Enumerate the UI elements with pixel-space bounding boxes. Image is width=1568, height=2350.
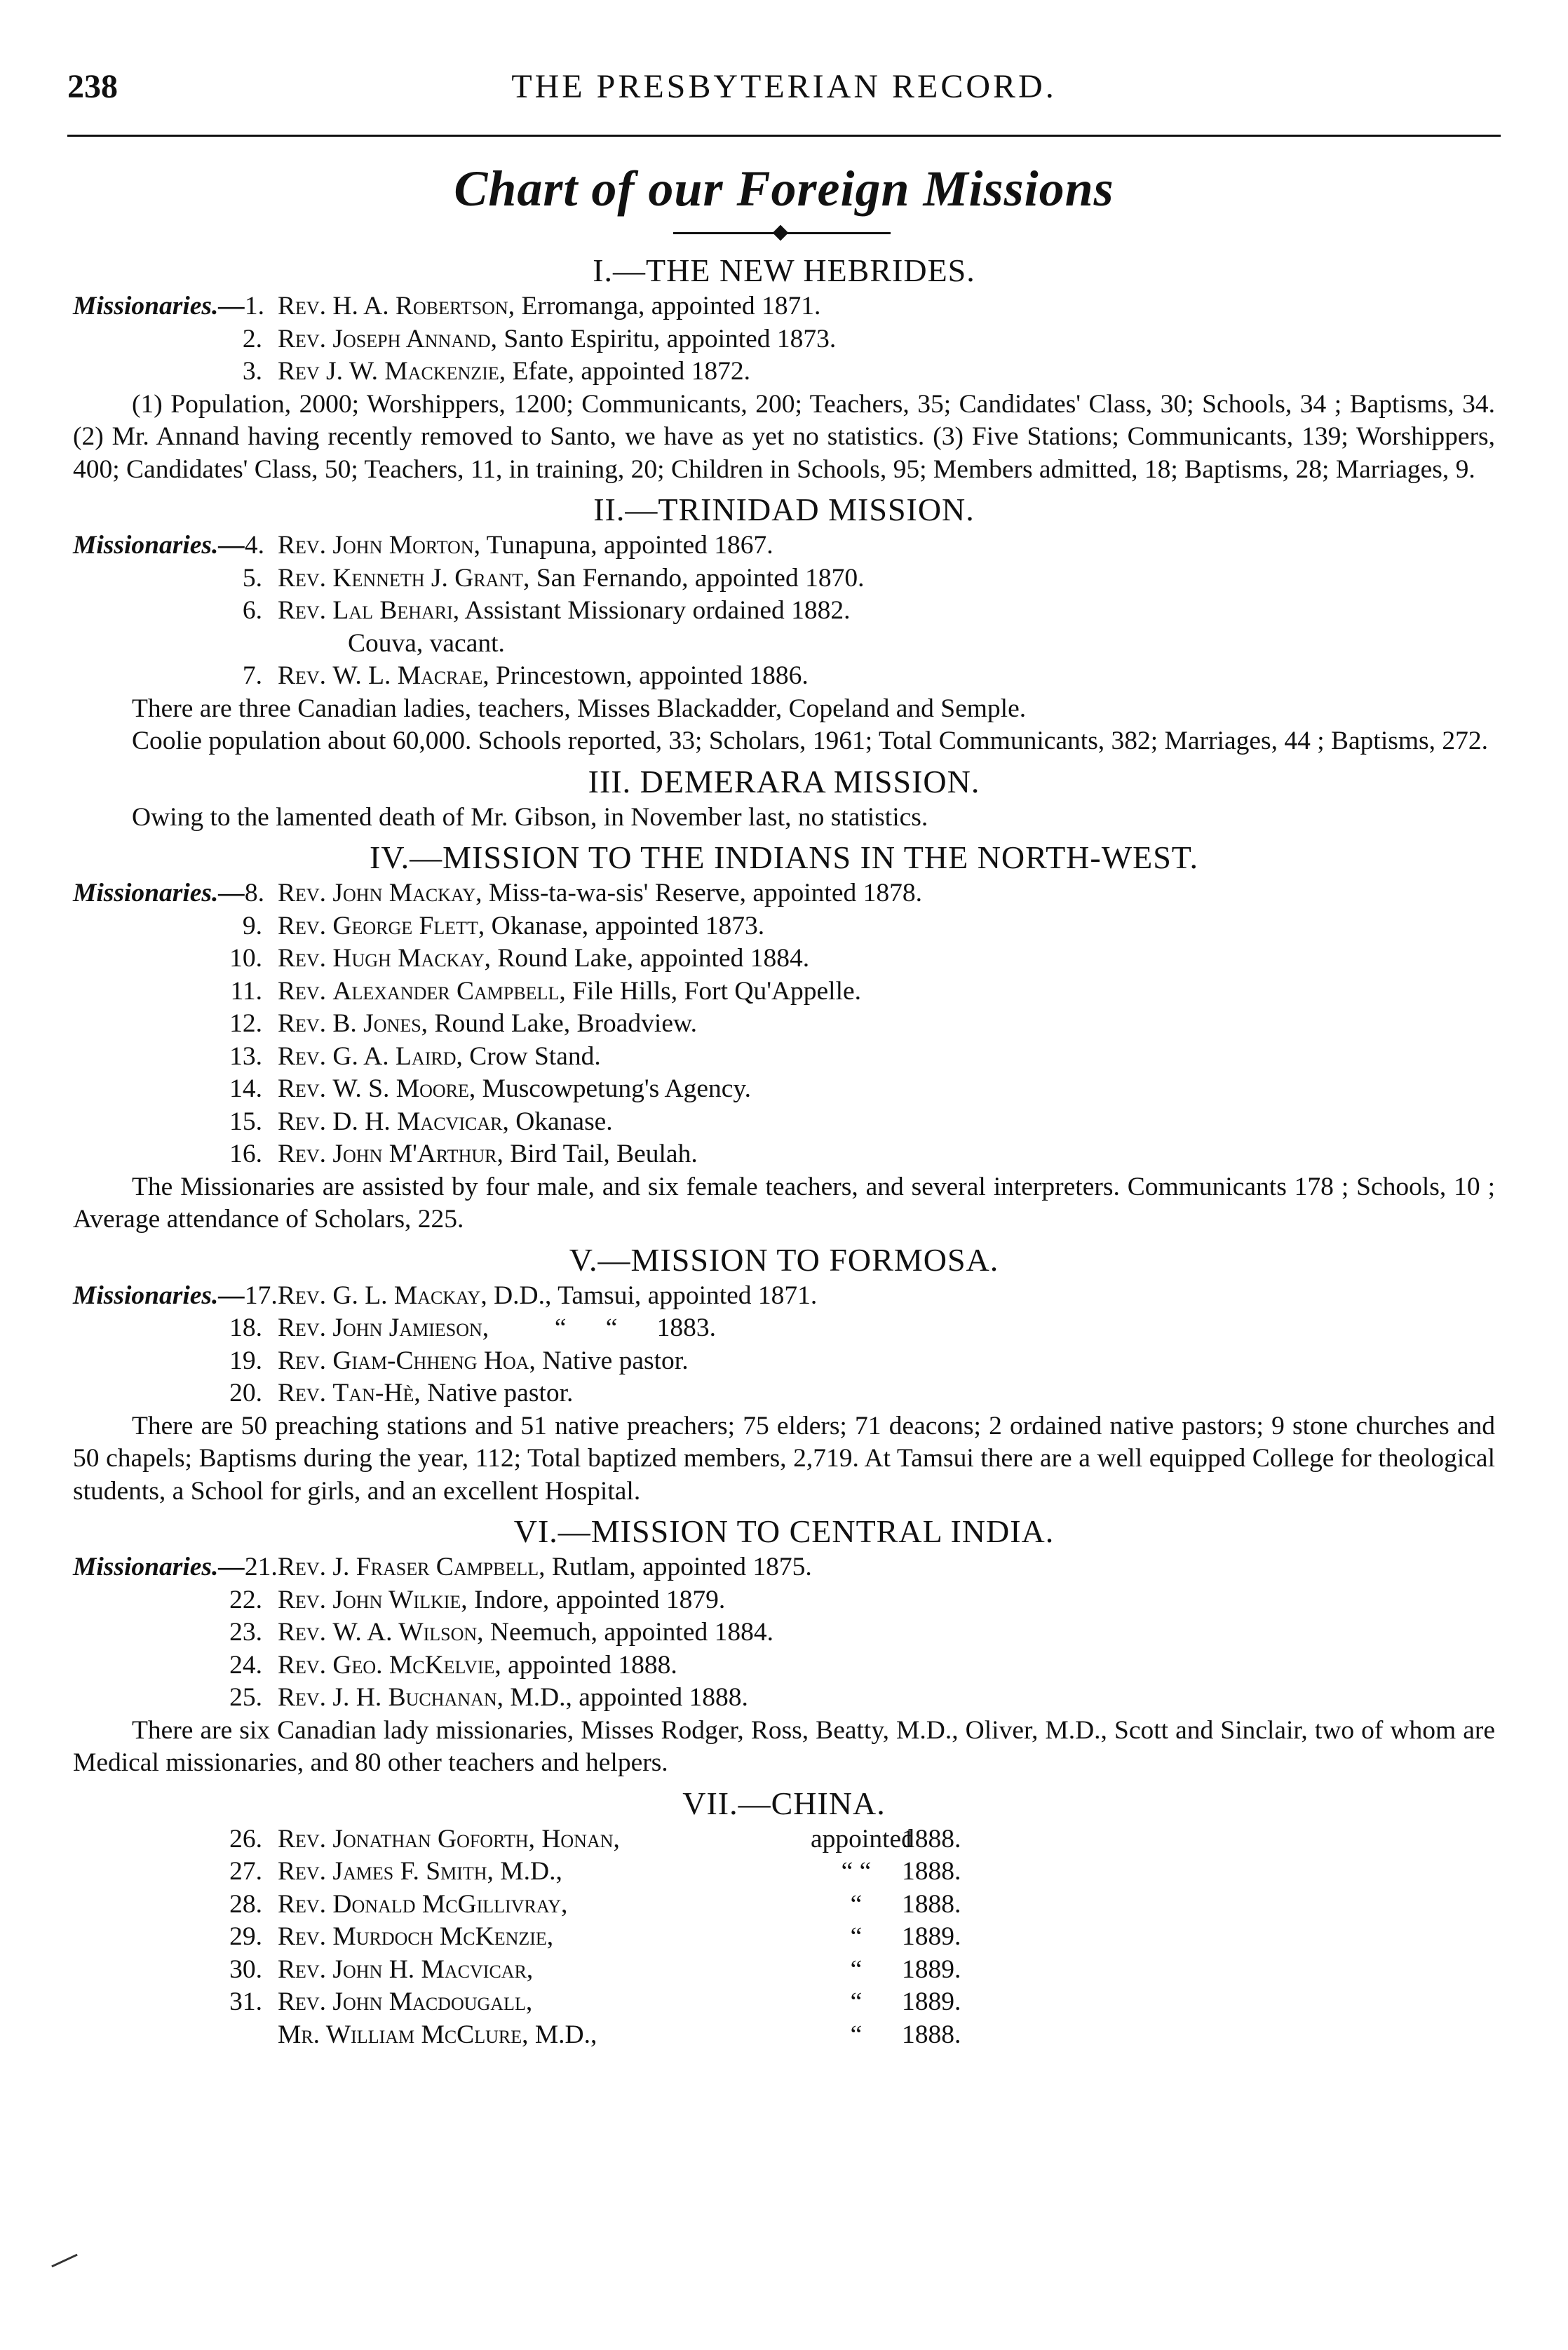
title-rev: Rev. bbox=[278, 531, 327, 560]
title-rev: Rev. bbox=[278, 1683, 327, 1712]
missionary-detail: San Fernando, appointed 1870. bbox=[536, 563, 865, 593]
missionary-row bbox=[73, 562, 1495, 595]
vacant-station: Couva, vacant. bbox=[348, 628, 505, 658]
missionary-detail: Round Lake, Broadview. bbox=[434, 1009, 697, 1038]
title-rev: Rev. bbox=[278, 1140, 327, 1168]
missionary-name: John Morton, bbox=[332, 531, 480, 560]
missionary-row bbox=[73, 1106, 1495, 1139]
item-number: 20. bbox=[229, 1379, 262, 1407]
ditto-mark: “ bbox=[850, 1922, 863, 1951]
missionary-detail: Efate, appointed 1872. bbox=[512, 357, 750, 386]
missionary-name: W. A. Wilson, bbox=[332, 1618, 484, 1647]
missionary-detail: D.D., Tamsui, appointed 1871. bbox=[494, 1281, 818, 1310]
section-heading: IV.—MISSION TO THE INDIANS IN THE NORTH-WEST. bbox=[370, 839, 1198, 875]
missionary-name: D. H. Macvicar, bbox=[332, 1107, 509, 1136]
missionary-detail: Santo Espiritu, appointed 1873. bbox=[503, 324, 837, 353]
statistics-paragraph: Owing to the lamented death of Mr. Gibson, in November last, no statistics. bbox=[132, 802, 928, 832]
missionary-name: Hugh Mackay, bbox=[332, 944, 491, 973]
statistics-paragraph: Coolie population about 60,000. Schools reported, 33; Scholars, 1961; Total Communicants, 382; Marriages, 44 ; Baptisms, 272. bbox=[132, 727, 1488, 755]
missionary-name: J. W. Mackenzie, bbox=[326, 357, 506, 386]
missionary-row bbox=[73, 1008, 1495, 1041]
missionary-row bbox=[73, 910, 1495, 943]
item-number: 11. bbox=[230, 976, 262, 1006]
missionary-detail: Neemuch, appointed 1884. bbox=[489, 1618, 773, 1647]
missionary-name: Joseph Annand, bbox=[332, 324, 498, 353]
missionary-row bbox=[73, 595, 1495, 628]
missionary-list bbox=[73, 877, 1495, 1171]
missionary-name: G. L. Mackay, bbox=[332, 1281, 487, 1310]
item-number: 30. bbox=[229, 1954, 262, 1984]
item-number: 15. bbox=[229, 1107, 262, 1136]
title-rev: Rev. bbox=[278, 324, 327, 353]
missionary-list bbox=[73, 1280, 1495, 1410]
appointment-year: 1888. bbox=[902, 1857, 961, 1886]
title-rev: Rev. bbox=[278, 944, 327, 973]
section-heading: V.—MISSION TO FORMOSA. bbox=[569, 1241, 999, 1278]
missionary-detail: Erromanga, appointed 1871. bbox=[521, 292, 821, 320]
appointment-year: 1889. bbox=[902, 1922, 961, 1951]
missionary-name: Rev. James F. Smith, M.D., bbox=[278, 1857, 562, 1886]
article-body bbox=[73, 247, 1495, 2051]
item-number bbox=[73, 2019, 278, 2052]
item-number: 10. bbox=[229, 944, 262, 973]
missionary-name: W. L. Macrae, bbox=[332, 661, 489, 690]
ditto-mark: “ “ bbox=[841, 1857, 872, 1886]
item-number: 28. bbox=[229, 1889, 262, 1919]
missionary-name: John Mackay, bbox=[332, 879, 482, 907]
missionary-name: Alexander Campbell, bbox=[332, 976, 566, 1006]
title-rev: Rev. bbox=[278, 1379, 327, 1407]
missionary-row bbox=[73, 1823, 1495, 1856]
missionary-row bbox=[73, 1584, 1495, 1617]
title-rev: Rev bbox=[278, 357, 320, 386]
missionary-detail: Bird Tail, Beulah. bbox=[510, 1140, 698, 1168]
missionary-detail: M.D., appointed 1888. bbox=[510, 1683, 748, 1712]
appointment-year: 1888. bbox=[902, 1824, 961, 1853]
item-number: 7. bbox=[242, 661, 262, 690]
missionary-name: John Jamieson, bbox=[332, 1314, 489, 1342]
section-heading: II.—TRINIDAD MISSION. bbox=[593, 492, 975, 527]
title-rev: Rev. bbox=[278, 1585, 327, 1614]
title-rev: Rev. bbox=[278, 1553, 327, 1581]
statistics-paragraph: There are six Canadian lady missionaries, Misses Rodger, Ross, Beatty, M.D., Oliver, M.D., Scott and Sinclair, two of whom are Medical missionaries, and 80 other teachers and helpers. bbox=[73, 1715, 1495, 1777]
title-rev: Rev. bbox=[278, 1618, 327, 1647]
ditto-mark: appointed bbox=[811, 1824, 914, 1853]
missionary-name: Rev. John H. Macvicar, bbox=[278, 1954, 534, 1984]
missionary-detail: Round Lake, appointed 1884. bbox=[497, 944, 810, 973]
missionary-list bbox=[73, 1551, 1495, 1715]
appointment-year: 1889. bbox=[902, 1987, 961, 2016]
appointment-year: 1889. bbox=[902, 1954, 961, 1984]
missionary-row bbox=[73, 1138, 1495, 1171]
missionary-row bbox=[73, 1954, 1495, 1987]
item-number: 3. bbox=[242, 357, 262, 386]
section-heading: VI.—MISSION TO CENTRAL INDIA. bbox=[513, 1513, 1055, 1549]
missionary-row bbox=[73, 1041, 1495, 1074]
missionary-row bbox=[73, 529, 1495, 562]
missionary-row bbox=[73, 1986, 1495, 2019]
missionary-detail: Rutlam, appointed 1875. bbox=[551, 1553, 812, 1581]
title-rev: Rev. bbox=[278, 1314, 327, 1342]
missionary-name: Geo. McKelvie, bbox=[332, 1650, 501, 1680]
missionary-name: J. Fraser Campbell, bbox=[332, 1553, 546, 1581]
missionary-row bbox=[73, 877, 1495, 910]
missionary-detail: File Hills, Fort Qu'Appelle. bbox=[572, 976, 862, 1006]
page-title: Chart of our Foreign Missions bbox=[454, 161, 1114, 217]
missionary-name: Lal Behari, bbox=[332, 596, 460, 625]
missionary-row bbox=[73, 1889, 1495, 1922]
missionary-row bbox=[73, 1921, 1495, 1954]
missionaries-label: Missionaries.— bbox=[73, 879, 245, 907]
item-number: 16. bbox=[229, 1140, 262, 1168]
item-number: 1. bbox=[244, 292, 264, 320]
statistics-paragraph: The Missionaries are assisted by four male, and six female teachers, and several interpreters. Communicants 178 ; Schools, 10 ; Average attendance of Scholars, 225. bbox=[73, 1172, 1495, 1234]
title-ornament bbox=[673, 230, 891, 236]
missionaries-label: Missionaries.— bbox=[73, 1281, 245, 1310]
ditto-mark: “ bbox=[850, 2020, 863, 2049]
title-rev: Rev. bbox=[278, 1281, 327, 1310]
missionary-detail: Indore, appointed 1879. bbox=[474, 1585, 726, 1614]
running-title: THE PRESBYTERIAN RECORD. bbox=[511, 68, 1057, 105]
title-rev: Rev. bbox=[278, 563, 327, 593]
title-rev: Rev. bbox=[278, 879, 327, 907]
missionary-name: Rev. Murdoch McKenzie, bbox=[278, 1922, 554, 1951]
item-number: 26. bbox=[229, 1824, 262, 1853]
header-rule bbox=[67, 135, 1501, 137]
statistics-paragraph: There are three Canadian ladies, teachers, Misses Blackadder, Copeland and Semple. bbox=[132, 694, 1027, 723]
missionary-list bbox=[73, 290, 1495, 389]
item-number: 8. bbox=[244, 879, 264, 907]
item-number: 18. bbox=[229, 1314, 262, 1342]
missionary-row bbox=[73, 1312, 1495, 1345]
title-rev: Rev. bbox=[278, 661, 327, 690]
item-number: 6. bbox=[242, 596, 262, 625]
missionary-name: J. H. Buchanan, bbox=[332, 1683, 503, 1712]
item-number: 13. bbox=[229, 1041, 262, 1071]
title-rev: Rev. bbox=[278, 1009, 327, 1038]
missionary-row bbox=[73, 290, 1495, 323]
missionary-row bbox=[73, 323, 1495, 356]
statistics-paragraph: (1) Population, 2000; Worshippers, 1200; Communicants, 200; Teachers, 35; Candidates' Class, 30; Schools, 34 ; Baptisms, 34. (2) Mr. Annand having recently removed to Santo, we have as yet no statistics. (3) Five Stations; Communicants, 139; Worshippers, 400; Candidates' Class, 50; Teachers, 11, in training, 20; Children in Schools, 95; Members admitted, 18; Baptisms, 28; Marriages, 9. bbox=[73, 389, 1495, 484]
missionaries-label: Missionaries.— bbox=[73, 292, 245, 320]
missionary-name: Rev. Donald McGillivray, bbox=[278, 1889, 568, 1919]
missionary-name: Rev. John Macdougall, bbox=[278, 1987, 533, 2016]
item-number: 21. bbox=[244, 1553, 278, 1581]
missionary-row bbox=[73, 356, 1495, 389]
appointment-year: 1888. bbox=[902, 1889, 961, 1919]
missionary-detail: Miss-ta-wa-sis' Reserve, appointed 1878. bbox=[488, 879, 922, 907]
missionary-detail: Okanase. bbox=[515, 1107, 613, 1136]
ditto-mark: “ bbox=[850, 1954, 863, 1984]
missionary-detail: Tunapuna, appointed 1867. bbox=[486, 531, 773, 560]
missionary-list bbox=[73, 529, 1495, 693]
title-rev: Rev. bbox=[278, 1650, 327, 1680]
appointment-year: 1888. bbox=[902, 2020, 961, 2049]
item-number: 29. bbox=[229, 1922, 262, 1951]
missionary-name: G. A. Laird, bbox=[332, 1041, 463, 1071]
missionary-detail: Native pastor. bbox=[542, 1346, 689, 1375]
missionary-row bbox=[73, 2019, 1495, 2052]
missionary-row bbox=[73, 1649, 1495, 1682]
missionary-name: John M'Arthur, bbox=[332, 1140, 503, 1168]
missionary-row bbox=[73, 1345, 1495, 1378]
missionary-row bbox=[73, 1551, 1495, 1584]
missionary-detail: “ “ 1883. bbox=[554, 1314, 717, 1342]
item-number: 25. bbox=[229, 1683, 262, 1712]
missionary-row bbox=[73, 975, 1495, 1008]
item-number: 17. bbox=[244, 1281, 278, 1310]
missionary-detail: Crow Stand. bbox=[469, 1041, 601, 1071]
item-number: 2. bbox=[242, 324, 262, 353]
title-rev: Rev. bbox=[278, 1074, 327, 1103]
item-number: 12. bbox=[229, 1009, 262, 1038]
missionary-row bbox=[73, 1616, 1495, 1649]
missionary-name: W. S. Moore, bbox=[332, 1074, 476, 1103]
missionaries-label: Missionaries.— bbox=[73, 1553, 245, 1581]
missionary-name: Giam-Chheng Hoa, bbox=[332, 1346, 536, 1375]
missionary-name: B. Jones, bbox=[332, 1009, 428, 1038]
missionary-detail: Muscowpetung's Agency. bbox=[482, 1074, 752, 1103]
missionary-name: H. A. Robertson, bbox=[332, 292, 515, 320]
item-number: 23. bbox=[229, 1618, 262, 1647]
missionary-name: John Wilkie, bbox=[332, 1585, 468, 1614]
missionary-row bbox=[73, 1377, 1495, 1410]
missionary-row bbox=[73, 1856, 1495, 1889]
missionary-row bbox=[73, 943, 1495, 975]
section-heading: I.—THE NEW HEBRIDES. bbox=[593, 252, 975, 288]
item-number: 19. bbox=[229, 1346, 262, 1375]
missionary-detail: Native pastor. bbox=[427, 1379, 574, 1407]
missionary-name: Mr. William McClure, M.D., bbox=[278, 2020, 597, 2049]
missionary-row bbox=[73, 1682, 1495, 1715]
item-number: 22. bbox=[229, 1585, 262, 1614]
item-number: 4. bbox=[244, 531, 264, 560]
missionary-name: Tan-Hè, bbox=[332, 1379, 421, 1407]
missionary-detail: Okanase, appointed 1873. bbox=[491, 911, 765, 940]
missionary-row bbox=[73, 660, 1495, 693]
title-rev: Rev. bbox=[278, 596, 327, 625]
running-header bbox=[67, 67, 1501, 123]
section-heading: III. DEMERARA MISSION. bbox=[588, 763, 980, 799]
missionary-name: Rev. Jonathan Goforth, Honan, bbox=[278, 1824, 620, 1853]
page-number: 238 bbox=[67, 68, 118, 105]
item-number: 24. bbox=[229, 1650, 262, 1680]
missionary-detail: appointed 1888. bbox=[508, 1650, 677, 1680]
missionary-detail: Princestown, appointed 1886. bbox=[496, 661, 809, 690]
title-rev: Rev. bbox=[278, 292, 327, 320]
missionary-name: Kenneth J. Grant, bbox=[332, 563, 530, 593]
title-rev: Rev. bbox=[278, 911, 327, 940]
title-rev: Rev. bbox=[278, 1107, 327, 1136]
title-rev: Rev. bbox=[278, 976, 327, 1006]
missionary-detail: Assistant Missionary ordained 1882. bbox=[464, 596, 851, 625]
item-number: 27. bbox=[229, 1857, 262, 1886]
section-heading: VII.—CHINA. bbox=[682, 1785, 886, 1821]
ditto-mark: “ bbox=[850, 1987, 863, 2016]
statistics-paragraph: There are 50 preaching stations and 51 native preachers; 75 elders; 71 deacons; 2 ordained native pastors; 9 stone churches and 50 chapels; Baptisms during the year, 112; Total baptized members, 2,719. At Tamsui there are a well equipped College for theological students, a School for girls, and an excellent Hospital. bbox=[73, 1411, 1495, 1506]
margin-mark bbox=[51, 2254, 78, 2268]
missionaries-label: Missionaries.— bbox=[73, 531, 245, 560]
missionary-name: George Flett, bbox=[332, 911, 485, 940]
item-number: 14. bbox=[229, 1074, 262, 1103]
missionary-row bbox=[73, 1280, 1495, 1313]
title-rev: Rev. bbox=[278, 1041, 327, 1071]
item-number: 9. bbox=[242, 911, 262, 940]
title-rev: Rev. bbox=[278, 1346, 327, 1375]
missionary-list bbox=[73, 1823, 1495, 2052]
item-number: 31. bbox=[229, 1987, 262, 2016]
missionary-row bbox=[73, 1073, 1495, 1106]
ditto-mark: “ bbox=[850, 1889, 863, 1919]
item-number: 5. bbox=[242, 563, 262, 593]
